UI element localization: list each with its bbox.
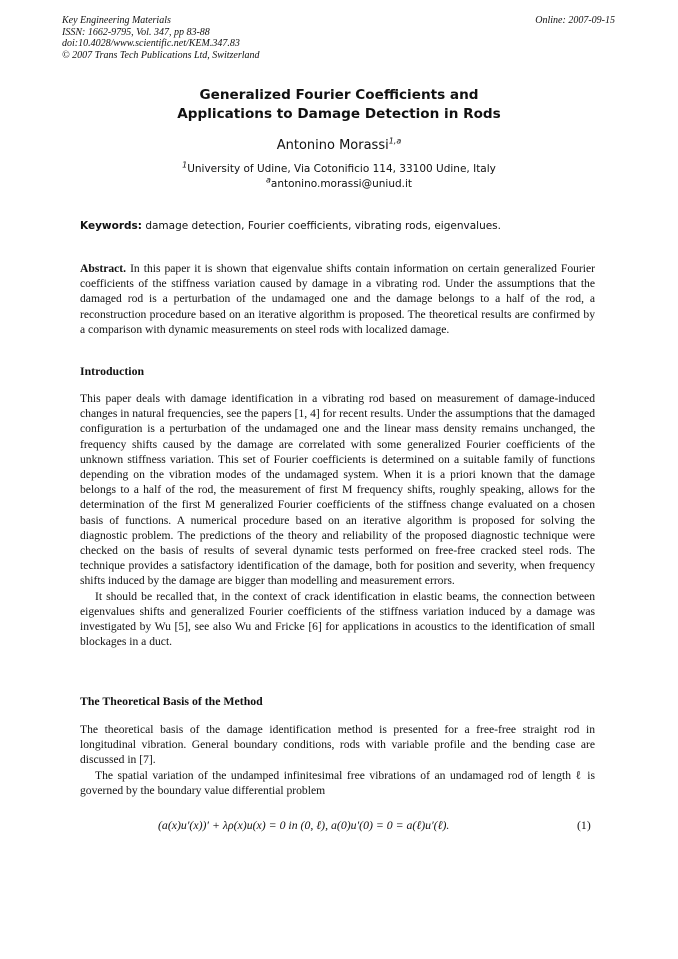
email: $^a$antonino.morassi@uniud.it (265, 175, 413, 190)
introduction-paragraph-1: This paper deals with damage identification in a vibrating rod based on measurement of damage-induced changes in natural frequencies, see the papers [1, 4] for recent results. Under the assumptions that the damaged configuration is a perturbation of the undamaged one and the linear mass density remains unchanged, the frequency shifts caused by the damage are correlated with some generalized Fourier coefficients of the unknown stiffness variation. This set of Fourier coefficients is determined on a suitable family of functions depending on the vibration modes of the undamaged system. When it is a priori known that the damage belongs to a half of the rod, the measurement of first M frequency shifts, roughly speaking, allows for the determination of the first M generalized Fourier coefficients of the stiffness change evaluated on a chosen basis of functions. A numerical procedure based on an iterative algorithm is proposed for solving the diagnostic problem. The predictions of the theory and reliability of the proposed diagnostic technique were checked on the basis of results of several dynamic tests performed on free-free cracked steel rods. The technique provides a satisfactory identification of the damage, both for position and severity, when frequency shifts induced by the damage are bigger than modelling and measurement errors. (80, 392, 595, 588)
affiliation-superscript: 1 (182, 160, 188, 170)
copyright-line: © 2007 Trans Tech Publications Ltd, Switzerland (62, 49, 260, 61)
journal-name: Key Engineering Materials (62, 15, 171, 26)
introduction-body (80, 391, 595, 649)
abstract-label: Abstract. (80, 262, 127, 275)
theory-body (80, 722, 595, 798)
keywords (80, 220, 501, 232)
keywords-label: Keywords: (80, 220, 142, 232)
affiliation: $^1$University of Udine, Via Cotonificio 114, 33100 Udine, Italy (182, 160, 496, 175)
issn-line: ISSN: 1662-9795, Vol. 347, pp 83-88 (62, 26, 210, 38)
introduction-heading: Introduction (80, 364, 145, 378)
author-name: Antonino Morassi (276, 138, 389, 153)
paper-title (0, 86, 678, 124)
abstract (80, 261, 595, 337)
keywords-text: damage detection, Fourier coefficients, vibrating rods, eigenvalues. (145, 220, 501, 232)
equation-number: (1) (577, 818, 591, 832)
title-line-2: Applications to Damage Detection in Rods (177, 106, 501, 122)
theory-paragraph-2: The spatial variation of the undamped infinitesimal free vibrations of an undamaged rod of length ℓ is governed by the boundary value differential problem (80, 768, 595, 797)
theory-heading: The Theoretical Basis of the Method (80, 694, 263, 708)
affiliation-block (0, 162, 678, 192)
doi-line: doi:10.4028/www.scientific.net/KEM.347.83 (62, 38, 240, 49)
abstract-text: In this paper it is shown that eigenvalue shifts contain information on certain generalized Fourier coefficients of the stiffness variation caused by damage in a vibrating rod. Under the assumptions that the damaged rod is a perturbation of the undamaged one and the damage belongs to a half of the rod, a reconstruction procedure based on an iterative algorithm is proposed. The theoretical results are confirmed by a comparison with dynamic measurements on steel rods with localized damage. (80, 262, 596, 336)
equation-1: (a(x)u′(x))′ + λρ(x)u(x) = 0 in (0, ℓ), a(0)u′(0) = 0 = a(ℓ)u′(ℓ). (158, 818, 450, 832)
theory-paragraph-1: The theoretical basis of the damage identification method is presented for a free-free straight rod in longitudinal vibration. General boundary conditions, rods with variable profile and the bending case are discussed in [7]. (80, 723, 595, 767)
author-superscript: 1,a (388, 136, 402, 146)
title-line-1: Generalized Fourier Coefficients and (199, 87, 479, 103)
email-superscript: a (265, 175, 271, 185)
journal-header (62, 15, 260, 61)
introduction-paragraph-2: It should be recalled that, in the context of crack identification in elastic beams, the connection between eigenvalues shifts and generalized Fourier coefficients of the stiffness variation induced by a damage was investigated by Wu [5], see also Wu and Fricke [6] for applications in acoustics to the identification of small blockages in a duct. (80, 589, 595, 649)
online-date: Online: 2007-09-15 (535, 15, 615, 26)
author-line (0, 138, 678, 153)
